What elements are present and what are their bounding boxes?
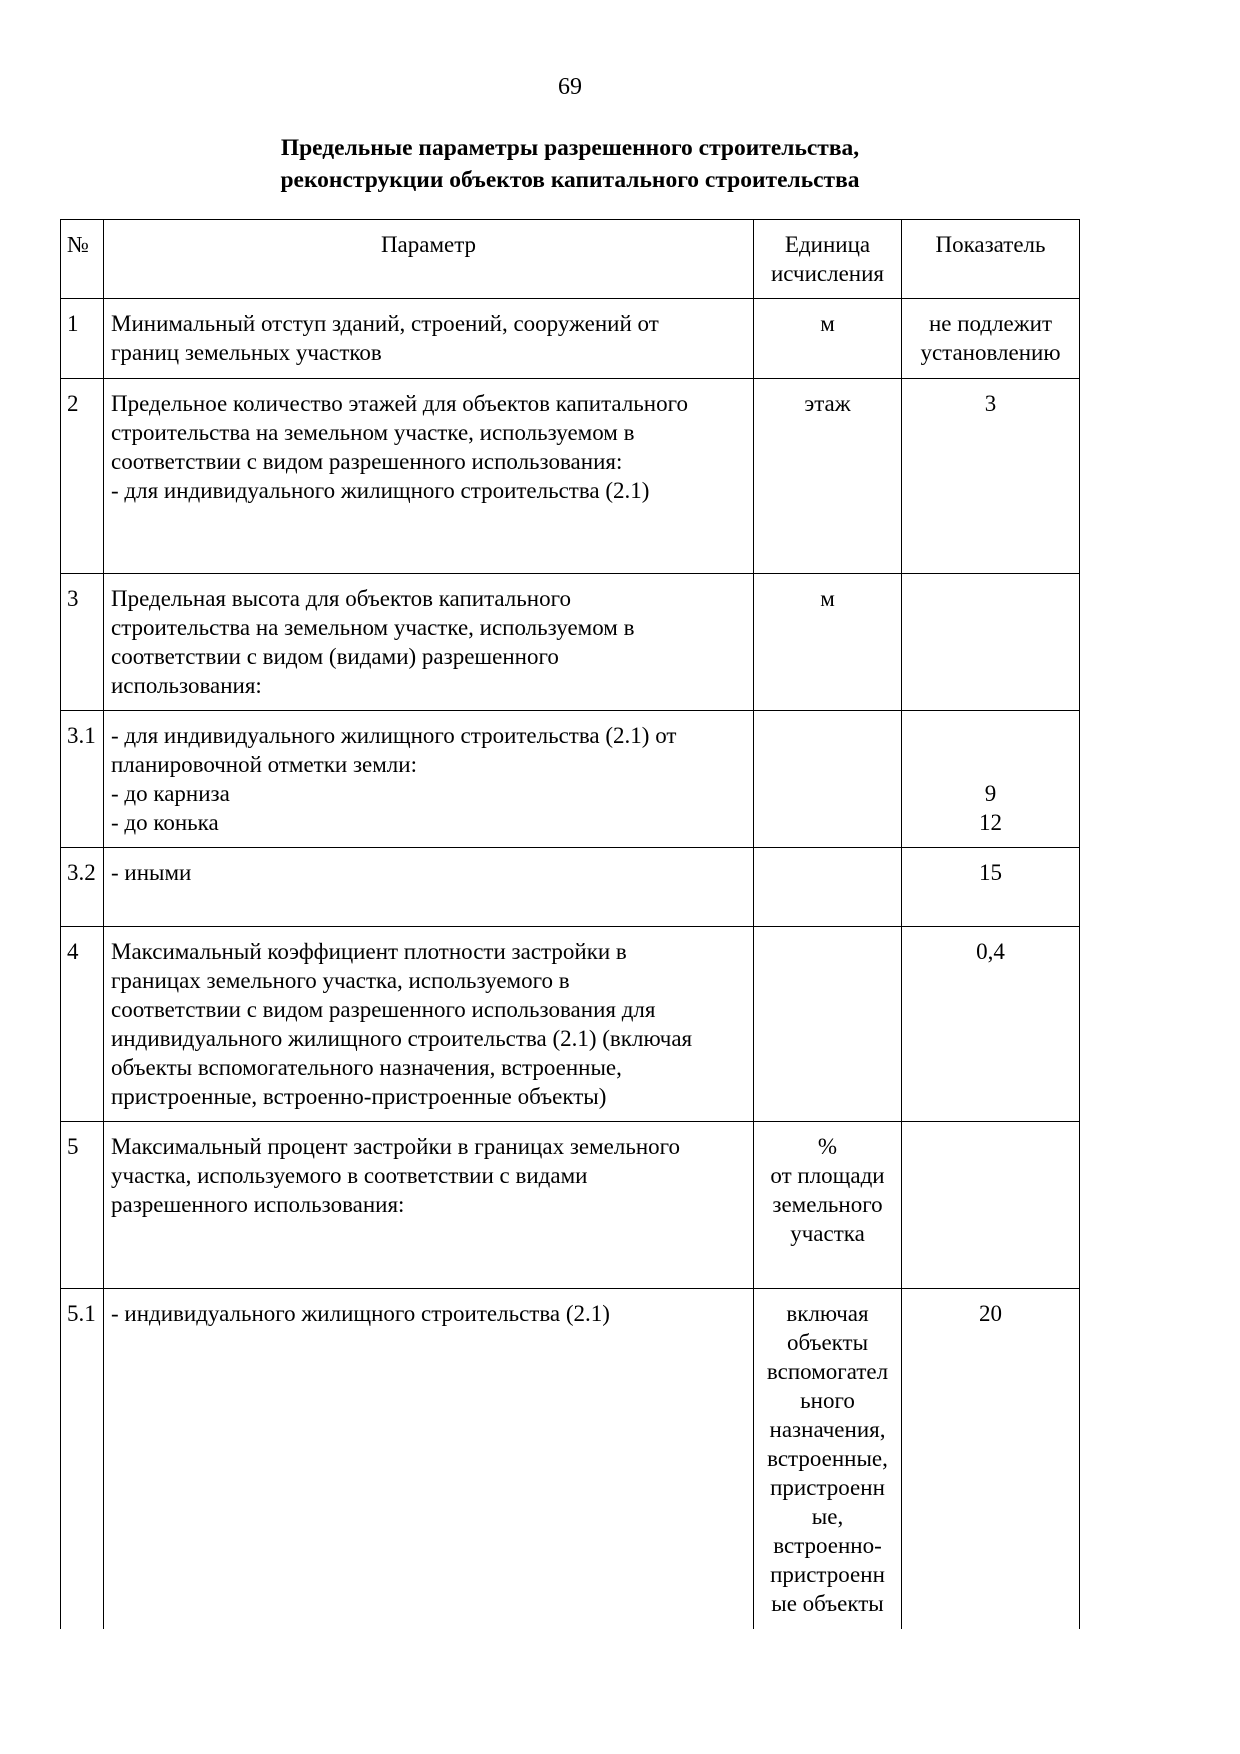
unit-line: ьного	[800, 1388, 855, 1413]
param-line: Максимальный процент застройки в границах земельного	[111, 1134, 681, 1159]
unit-line: встроенно-	[773, 1533, 882, 1558]
row-unit	[754, 574, 902, 711]
unit-line: этаж	[804, 391, 851, 416]
unit-line: участка	[790, 1221, 865, 1246]
unit-line: м	[820, 586, 835, 611]
param-line: планировочной отметки земли:	[111, 752, 417, 777]
page-number: 69	[558, 74, 582, 100]
row-unit	[754, 927, 902, 1122]
row-number: 3.2	[61, 848, 104, 927]
table-row	[61, 379, 1080, 574]
row-value	[902, 379, 1080, 574]
row-unit	[754, 379, 902, 574]
unit-line: %	[817, 1134, 838, 1159]
unit-line: от площади	[770, 1163, 885, 1188]
title-line-2: реконструкции объектов капитального строительства	[280, 167, 860, 193]
value-line: не подлежит	[928, 311, 1053, 336]
table-row	[61, 299, 1080, 379]
param-line: объекты вспомогательного назначения, встроенные,	[111, 1055, 622, 1080]
param-line: использования:	[111, 673, 262, 698]
row-unit	[754, 1289, 902, 1630]
row-value	[902, 848, 1080, 927]
unit-line: пристроенн	[770, 1562, 885, 1587]
row-value	[902, 927, 1080, 1122]
row-unit	[754, 1122, 902, 1289]
value-line: 9	[984, 781, 997, 806]
row-parameter	[104, 379, 754, 574]
row-unit	[754, 848, 902, 927]
table-row	[61, 927, 1080, 1122]
row-unit	[754, 711, 902, 848]
row-parameter	[104, 848, 754, 927]
row-number: 3.1	[61, 711, 104, 848]
param-line: - до конька	[111, 810, 219, 835]
param-line: соответствии с видом (видами) разрешенного	[111, 644, 559, 669]
table-row	[61, 711, 1080, 848]
row-parameter	[104, 574, 754, 711]
value-line: 15	[979, 860, 1002, 885]
param-line: индивидуального жилищного строительства (2.1) (включая	[111, 1026, 693, 1051]
header-unit-line-1: Единица	[784, 232, 871, 257]
param-line: Предельная высота для объектов капитального	[111, 586, 571, 611]
row-value	[902, 711, 1080, 848]
parameters-table	[60, 219, 1080, 1629]
param-line: строительства на земельном участке, используемом в	[111, 420, 635, 445]
param-line: - иными	[111, 860, 192, 885]
table-row	[61, 1289, 1080, 1630]
value-line: 3	[984, 391, 997, 416]
param-line: - для индивидуального жилищного строительства (2.1)	[111, 478, 650, 503]
unit-line: ые объекты	[771, 1591, 884, 1616]
param-line: - до карниза	[111, 781, 230, 806]
header-unit	[754, 220, 902, 299]
param-line: пристроенные, встроенно-пристроенные объекты)	[111, 1084, 607, 1109]
row-parameter	[104, 927, 754, 1122]
row-number: 3	[61, 574, 104, 711]
unit-line: земельного	[772, 1192, 883, 1217]
param-line: границах земельного участка, используемого в	[111, 968, 570, 993]
row-parameter	[104, 299, 754, 379]
unit-line: вспомогател	[766, 1359, 889, 1384]
row-number: 4	[61, 927, 104, 1122]
param-line: Предельное количество этажей для объектов капитального	[111, 391, 688, 416]
unit-line: м	[820, 311, 835, 336]
param-line: разрешенного использования:	[111, 1192, 405, 1217]
row-value	[902, 1289, 1080, 1630]
param-line: участка, используемого в соответствии с видами	[111, 1163, 588, 1188]
param-line: границ земельных участков	[111, 340, 382, 365]
param-line: Минимальный отступ зданий, строений, сооружений от	[111, 311, 659, 336]
row-value	[902, 299, 1080, 379]
page-title	[0, 132, 1140, 196]
table-row	[61, 1122, 1080, 1289]
row-unit	[754, 299, 902, 379]
param-line: - для индивидуального жилищного строительства (2.1) от	[111, 723, 677, 748]
value-line: установлению	[920, 340, 1061, 365]
table-row	[61, 574, 1080, 711]
row-number: 1	[61, 299, 104, 379]
header-number: №	[61, 220, 104, 299]
row-parameter	[104, 1289, 754, 1630]
value-line: 0,4	[976, 939, 1005, 964]
value-line: 20	[979, 1301, 1002, 1326]
param-line: соответствии с видом разрешенного использования:	[111, 449, 623, 474]
param-line: строительства на земельном участке, используемом в	[111, 615, 635, 640]
unit-line: встроенные,	[767, 1446, 888, 1471]
row-value	[902, 1122, 1080, 1289]
row-number: 5	[61, 1122, 104, 1289]
title-line-1: Предельные параметры разрешенного строительства,	[280, 135, 860, 161]
param-line: Максимальный коэффициент плотности застройки в	[111, 939, 627, 964]
unit-line: объекты	[786, 1330, 869, 1355]
unit-line: ые,	[811, 1504, 844, 1529]
header-parameter: Параметр	[104, 220, 754, 299]
row-parameter	[104, 711, 754, 848]
row-parameter	[104, 1122, 754, 1289]
value-line: 12	[979, 810, 1002, 835]
header-value: Показатель	[902, 220, 1080, 299]
header-unit-line-2: исчисления	[770, 261, 885, 286]
unit-line: назначения,	[769, 1417, 886, 1442]
param-line: соответствии с видом разрешенного использования для	[111, 997, 656, 1022]
table-header-row	[61, 220, 1080, 299]
table-row	[61, 848, 1080, 927]
row-number: 5.1	[61, 1289, 104, 1630]
row-number: 2	[61, 379, 104, 574]
row-value	[902, 574, 1080, 711]
param-line: - индивидуального жилищного строительства (2.1)	[111, 1301, 610, 1326]
unit-line: включая	[786, 1301, 869, 1326]
unit-line: пристроенн	[770, 1475, 885, 1500]
